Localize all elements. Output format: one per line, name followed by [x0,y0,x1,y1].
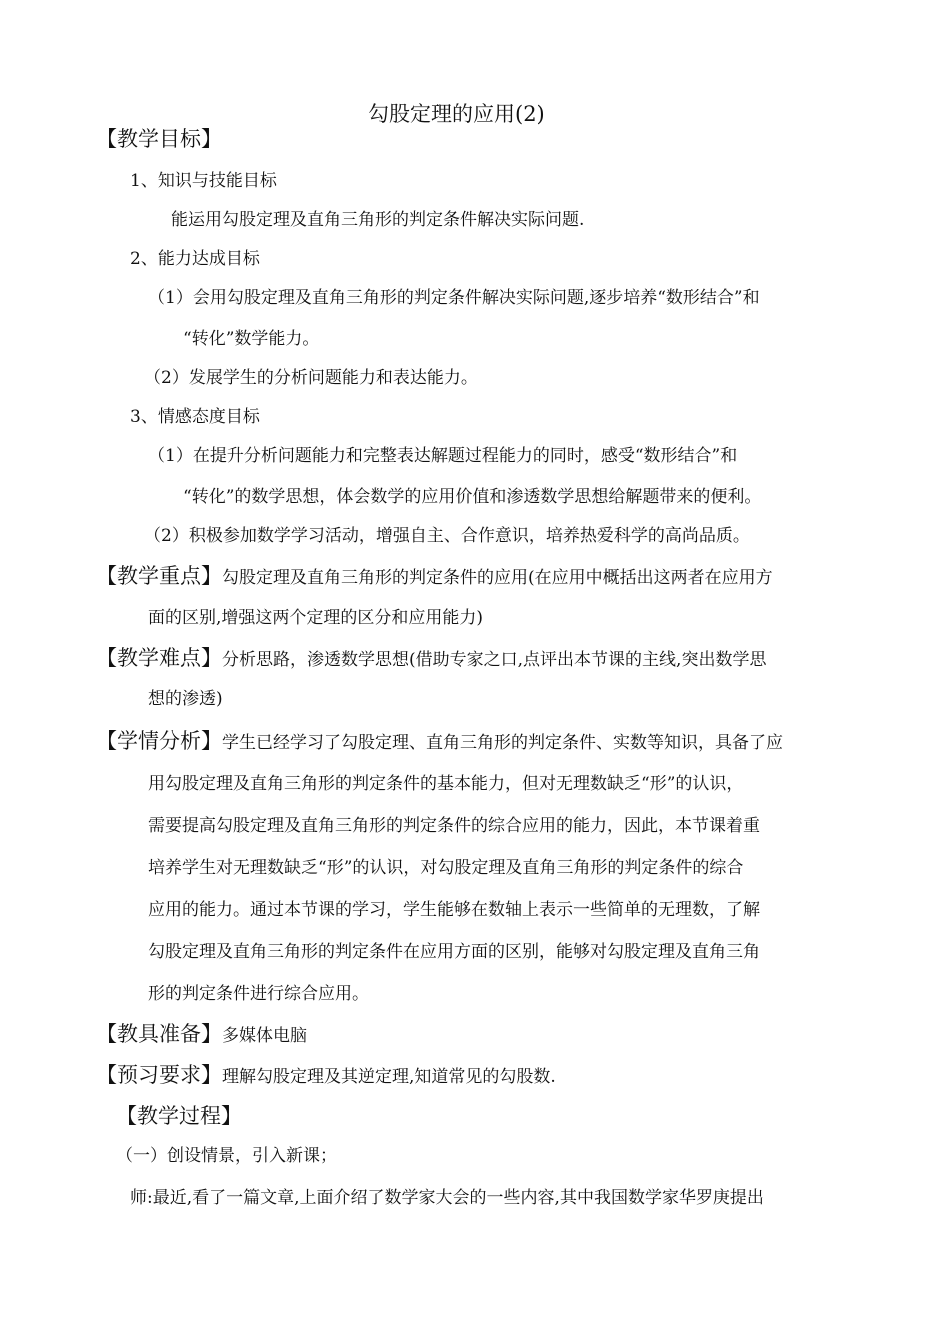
process-step-1: （一）创设情景，引入新课； [116,1146,337,1166]
objective-1-text: 能运用勾股定理及直角三角形的判定条件解决实际问题. [171,210,585,230]
key-points-line1: 勾股定理及直角三角形的判定条件的应用(在应用中概括出这两者在应用方 [222,568,773,588]
key-points-line2: 面的区别,增强这两个定理的区分和应用能力) [148,608,484,628]
objective-3-label: 3、情感态度目标 [130,407,260,427]
difficult-points-line2: 想的渗透) [148,689,223,709]
key-points-row [96,565,773,589]
student-analysis-line: 培养学生对无理数缺乏“形”的认识，对勾股定理及直角三角形的判定条件的综合 [148,858,744,878]
key-points-heading: 【教学重点】 [96,564,222,588]
student-analysis-line: 应用的能力。通过本节课的学习，学生能够在数轴上表示一些简单的无理数，了解 [148,900,760,920]
objective-2-point1-line2: “转化”数学能力。 [183,329,320,349]
materials-text: 多媒体电脑 [222,1026,307,1046]
objective-2-point2: （2）发展学生的分析问题能力和表达能力。 [144,368,478,388]
objective-2-label: 2、能力达成目标 [130,249,260,269]
difficult-points-row [96,647,766,671]
objective-2-point1-line1: （1）会用勾股定理及直角三角形的判定条件解决实际问题,逐步培养“数形结合”和 [148,288,760,308]
student-analysis-line: 需要提高勾股定理及直角三角形的判定条件的综合应用的能力，因此，本节课着重 [148,816,760,836]
student-analysis-line: 勾股定理及直角三角形的判定条件在应用方面的区别，能够对勾股定理及直角三角 [148,942,760,962]
objective-1-label: 1、知识与技能目标 [130,171,277,191]
student-analysis-line: 用勾股定理及直角三角形的判定条件的基本能力，但对无理数缺乏“形”的认识， [148,774,744,794]
process-heading: 【教学过程】 [116,1104,242,1128]
objectives-heading: 【教学目标】 [96,127,222,151]
student-analysis-line: 形的判定条件进行综合应用。 [148,984,369,1004]
materials-row [96,1023,307,1047]
difficult-points-heading: 【教学难点】 [96,646,222,670]
objective-3-point1-line2: “转化”的数学思想，体会数学的应用价值和渗透数学思想给解题带来的便利。 [183,487,762,507]
difficult-points-line1: 分析思路，渗透数学思想(借助专家之口,点评出本节课的主线,突出数学思 [222,650,767,670]
document-title: 勾股定理的应用(2) [368,102,545,126]
objective-3-point2: （2）积极参加数学学习活动，增强自主、合作意识，培养热爱科学的高尚品质。 [144,526,750,546]
materials-heading: 【教具准备】 [96,1022,222,1046]
student-analysis-heading: 【学情分析】 [96,729,222,753]
process-teacher-line: 师:最近,看了一篇文章,上面介绍了数学家大会的一些内容,其中我国数学家华罗庚提出 [130,1188,764,1208]
objective-3-point1-line1: （1）在提升分析问题能力和完整表达解题过程能力的同时，感受“数形结合”和 [148,446,738,466]
student-analysis-row [96,730,783,754]
preview-row [96,1064,556,1088]
preview-heading: 【预习要求】 [96,1063,222,1087]
preview-text: 理解勾股定理及其逆定理,知道常见的勾股数. [222,1067,556,1087]
student-analysis-line: 学生已经学习了勾股定理、直角三角形的判定条件、实数等知识，具备了应 [222,733,783,753]
